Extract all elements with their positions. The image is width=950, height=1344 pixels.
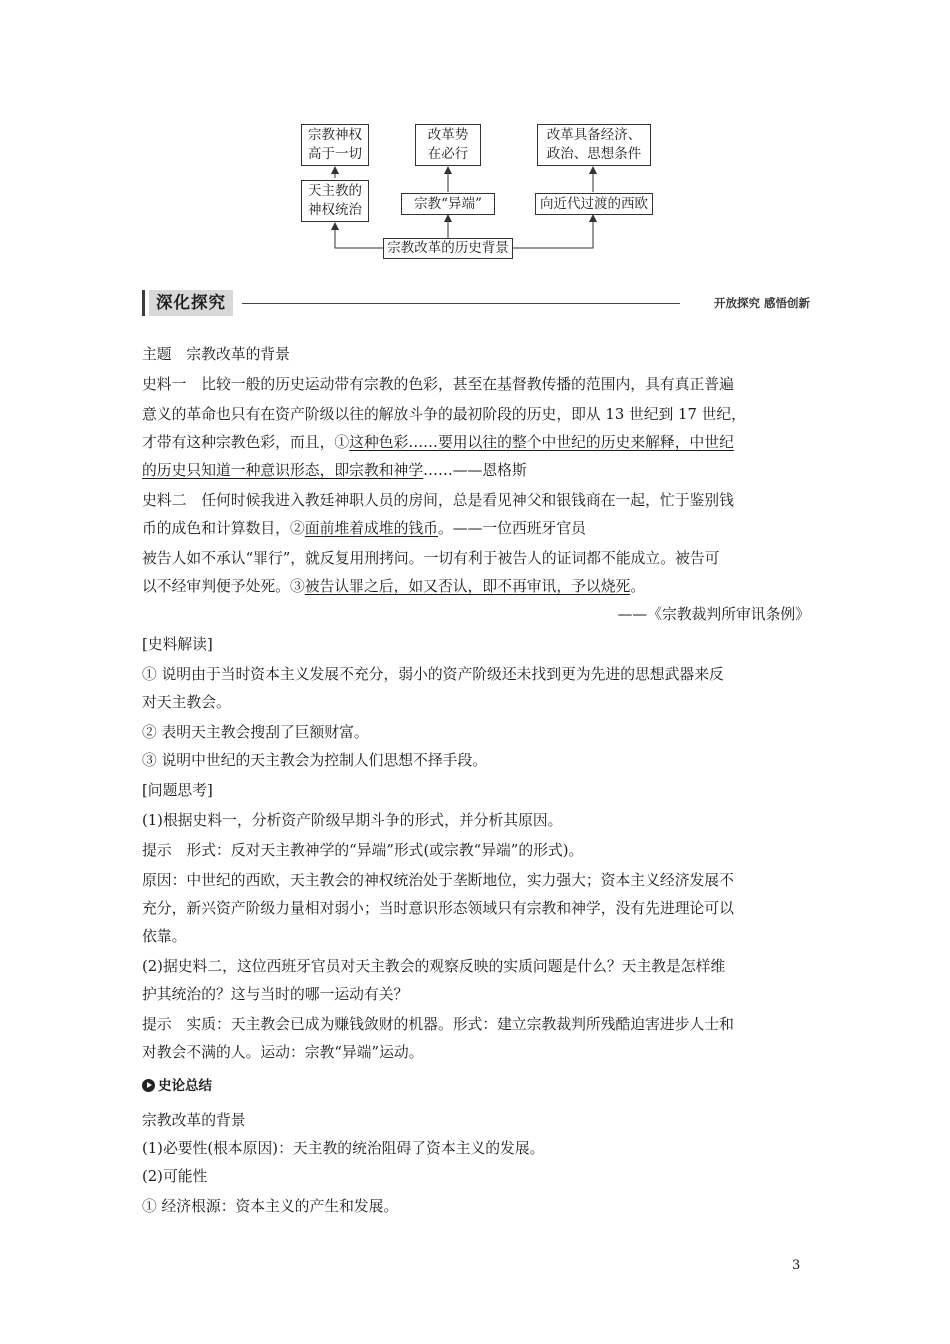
diagram-box-top-right: 改革具备经济、 政治、思想条件 xyxy=(537,124,651,166)
play-circle-icon xyxy=(142,1079,155,1092)
interpretation-item-1b: 对天主教会。 xyxy=(142,694,231,711)
interpretation-item-2: ② 表明天主教会搜刮了巨额财富。 xyxy=(142,724,369,741)
answer-2-line-2: 对教会不满的人。运动：宗教“异端”运动。 xyxy=(142,1044,424,1061)
source1-line-1: 史料一 比较一般的历史运动带有宗教的色彩，甚至在基督教传播的范围内，具有真正普遍 xyxy=(142,376,734,393)
answer-1-line-2: 原因：中世纪的西欧，天主教会的神权统治处于垄断地位，实力强大；资本主义经济发展不 xyxy=(142,872,734,889)
source1-line-2: 意义的革命也只有在资产阶级以往的解放斗争的最初阶段的历史，即从 13 世纪到 17 世纪， xyxy=(142,406,746,423)
section-divider xyxy=(242,303,680,304)
source2-line-2 xyxy=(142,518,586,540)
source2-line-4-plain: 以不经审判便予处死。③ xyxy=(142,578,305,595)
answer-1-line-4: 依靠。 xyxy=(142,928,187,945)
section-header xyxy=(142,288,810,318)
source2-underlined-quote-1: 面前堆着成堆的钱币 xyxy=(304,520,438,537)
diagram-box-mid-left: 天主教的 神权统治 xyxy=(301,180,369,222)
source1-underlined-quote-2: 的历史只知道一种意识形态，即宗教和神学 xyxy=(142,462,424,479)
source2-line-1: 史料二 任何时候我进入教廷神职人员的房间，总是看见神父和银钱商在一起，忙于鉴别钱 xyxy=(142,492,734,509)
answer-2-line-1: 提示 实质：天主教会已成为赚钱敛财的机器。形式：建立宗教裁判所残酷迫害进步人士和 xyxy=(142,1016,734,1033)
source2-line-2-plain: 币的成色和计算数目，② xyxy=(142,520,305,537)
summary-line-0: 宗教改革的背景 xyxy=(142,1112,246,1129)
topic-line: 主题 宗教改革的背景 xyxy=(142,346,290,363)
source1-line-3 xyxy=(142,432,734,454)
diagram-box-top-left: 宗教神权 高于一切 xyxy=(301,124,369,166)
section-title: 深化探究 xyxy=(149,290,233,316)
diagram-box-root: 宗教改革的历史背景 xyxy=(383,238,513,259)
source1-line-3-plain: 才带有这种宗教色彩，而且，① xyxy=(142,434,350,451)
page-number: 3 xyxy=(792,1258,801,1273)
diagram-box-top-middle: 改革势 在必行 xyxy=(415,124,481,166)
section-tagline: 开放探究 感悟创新 xyxy=(713,296,810,310)
question-2-line-2: 护其统治的？这与当时的哪一运动有关？ xyxy=(142,986,409,1003)
summary-line-1: (1)必要性(根本原因)：天主教的统治阻碍了资本主义的发展。 xyxy=(142,1140,545,1157)
diagram-box-mid-middle: 宗教“异端” xyxy=(401,193,495,215)
interpretation-heading: [史料解读] xyxy=(142,636,213,653)
diagram-box-mid-right: 向近代过渡的西欧 xyxy=(535,193,653,215)
interpretation-item-1a: ① 说明由于当时资本主义发展不充分，弱小的资产阶级还未找到更为先进的思想武器来反 xyxy=(142,666,724,683)
question-1: (1)根据史料一，分析资产阶级早期斗争的形式，并分析其原因。 xyxy=(142,812,563,829)
summary-heading-label: 史论总结 xyxy=(158,1078,212,1094)
connector-right xyxy=(513,218,593,248)
connector-left xyxy=(335,226,383,248)
section-header-bar xyxy=(142,290,145,316)
source2-line-3: 被告人如不承认“罪行”，就反复用刑拷问。一切有利于被告人的证词都不能成立。被告可 xyxy=(142,550,720,567)
questions-heading: [问题思考] xyxy=(142,782,213,799)
summary-line-3: ① 经济根源：资本主义的产生和发展。 xyxy=(142,1198,399,1215)
source2-underlined-quote-2: 被告认罪之后，如又否认，即不再审讯，予以烧死 xyxy=(304,578,631,595)
summary-line-2: (2)可能性 xyxy=(142,1168,208,1185)
source2-line-4 xyxy=(142,576,645,598)
source2-citation: ——《宗教裁判所审讯条例》 xyxy=(617,606,810,623)
question-2-line-1: (2)据史料二，这位西班牙官员对天主教会的观察反映的实质问题是什么？天主教是怎样维 xyxy=(142,958,726,975)
source1-attribution: ……——恩格斯 xyxy=(423,462,527,479)
source1-underlined-quote-1: 这种色彩……要用以往的整个中世纪的历史来解释，中世纪 xyxy=(349,434,734,451)
source1-line-4 xyxy=(142,460,527,482)
answer-1-line-1: 提示 形式：反对天主教神学的“异端”形式(或宗教“异端”的形式)。 xyxy=(142,842,584,859)
summary-heading xyxy=(142,1076,212,1096)
source2-attribution: 。——一位西班牙官员 xyxy=(437,520,586,537)
interpretation-item-3: ③ 说明中世纪的天主教会为控制人们思想不择手段。 xyxy=(142,752,488,769)
background-diagram xyxy=(0,0,950,270)
source2-line-4-end: 。 xyxy=(630,578,646,595)
answer-1-line-3: 充分，新兴资产阶级力量相对弱小；当时意识形态领域只有宗教和神学，没有先进理论可以 xyxy=(142,900,734,917)
